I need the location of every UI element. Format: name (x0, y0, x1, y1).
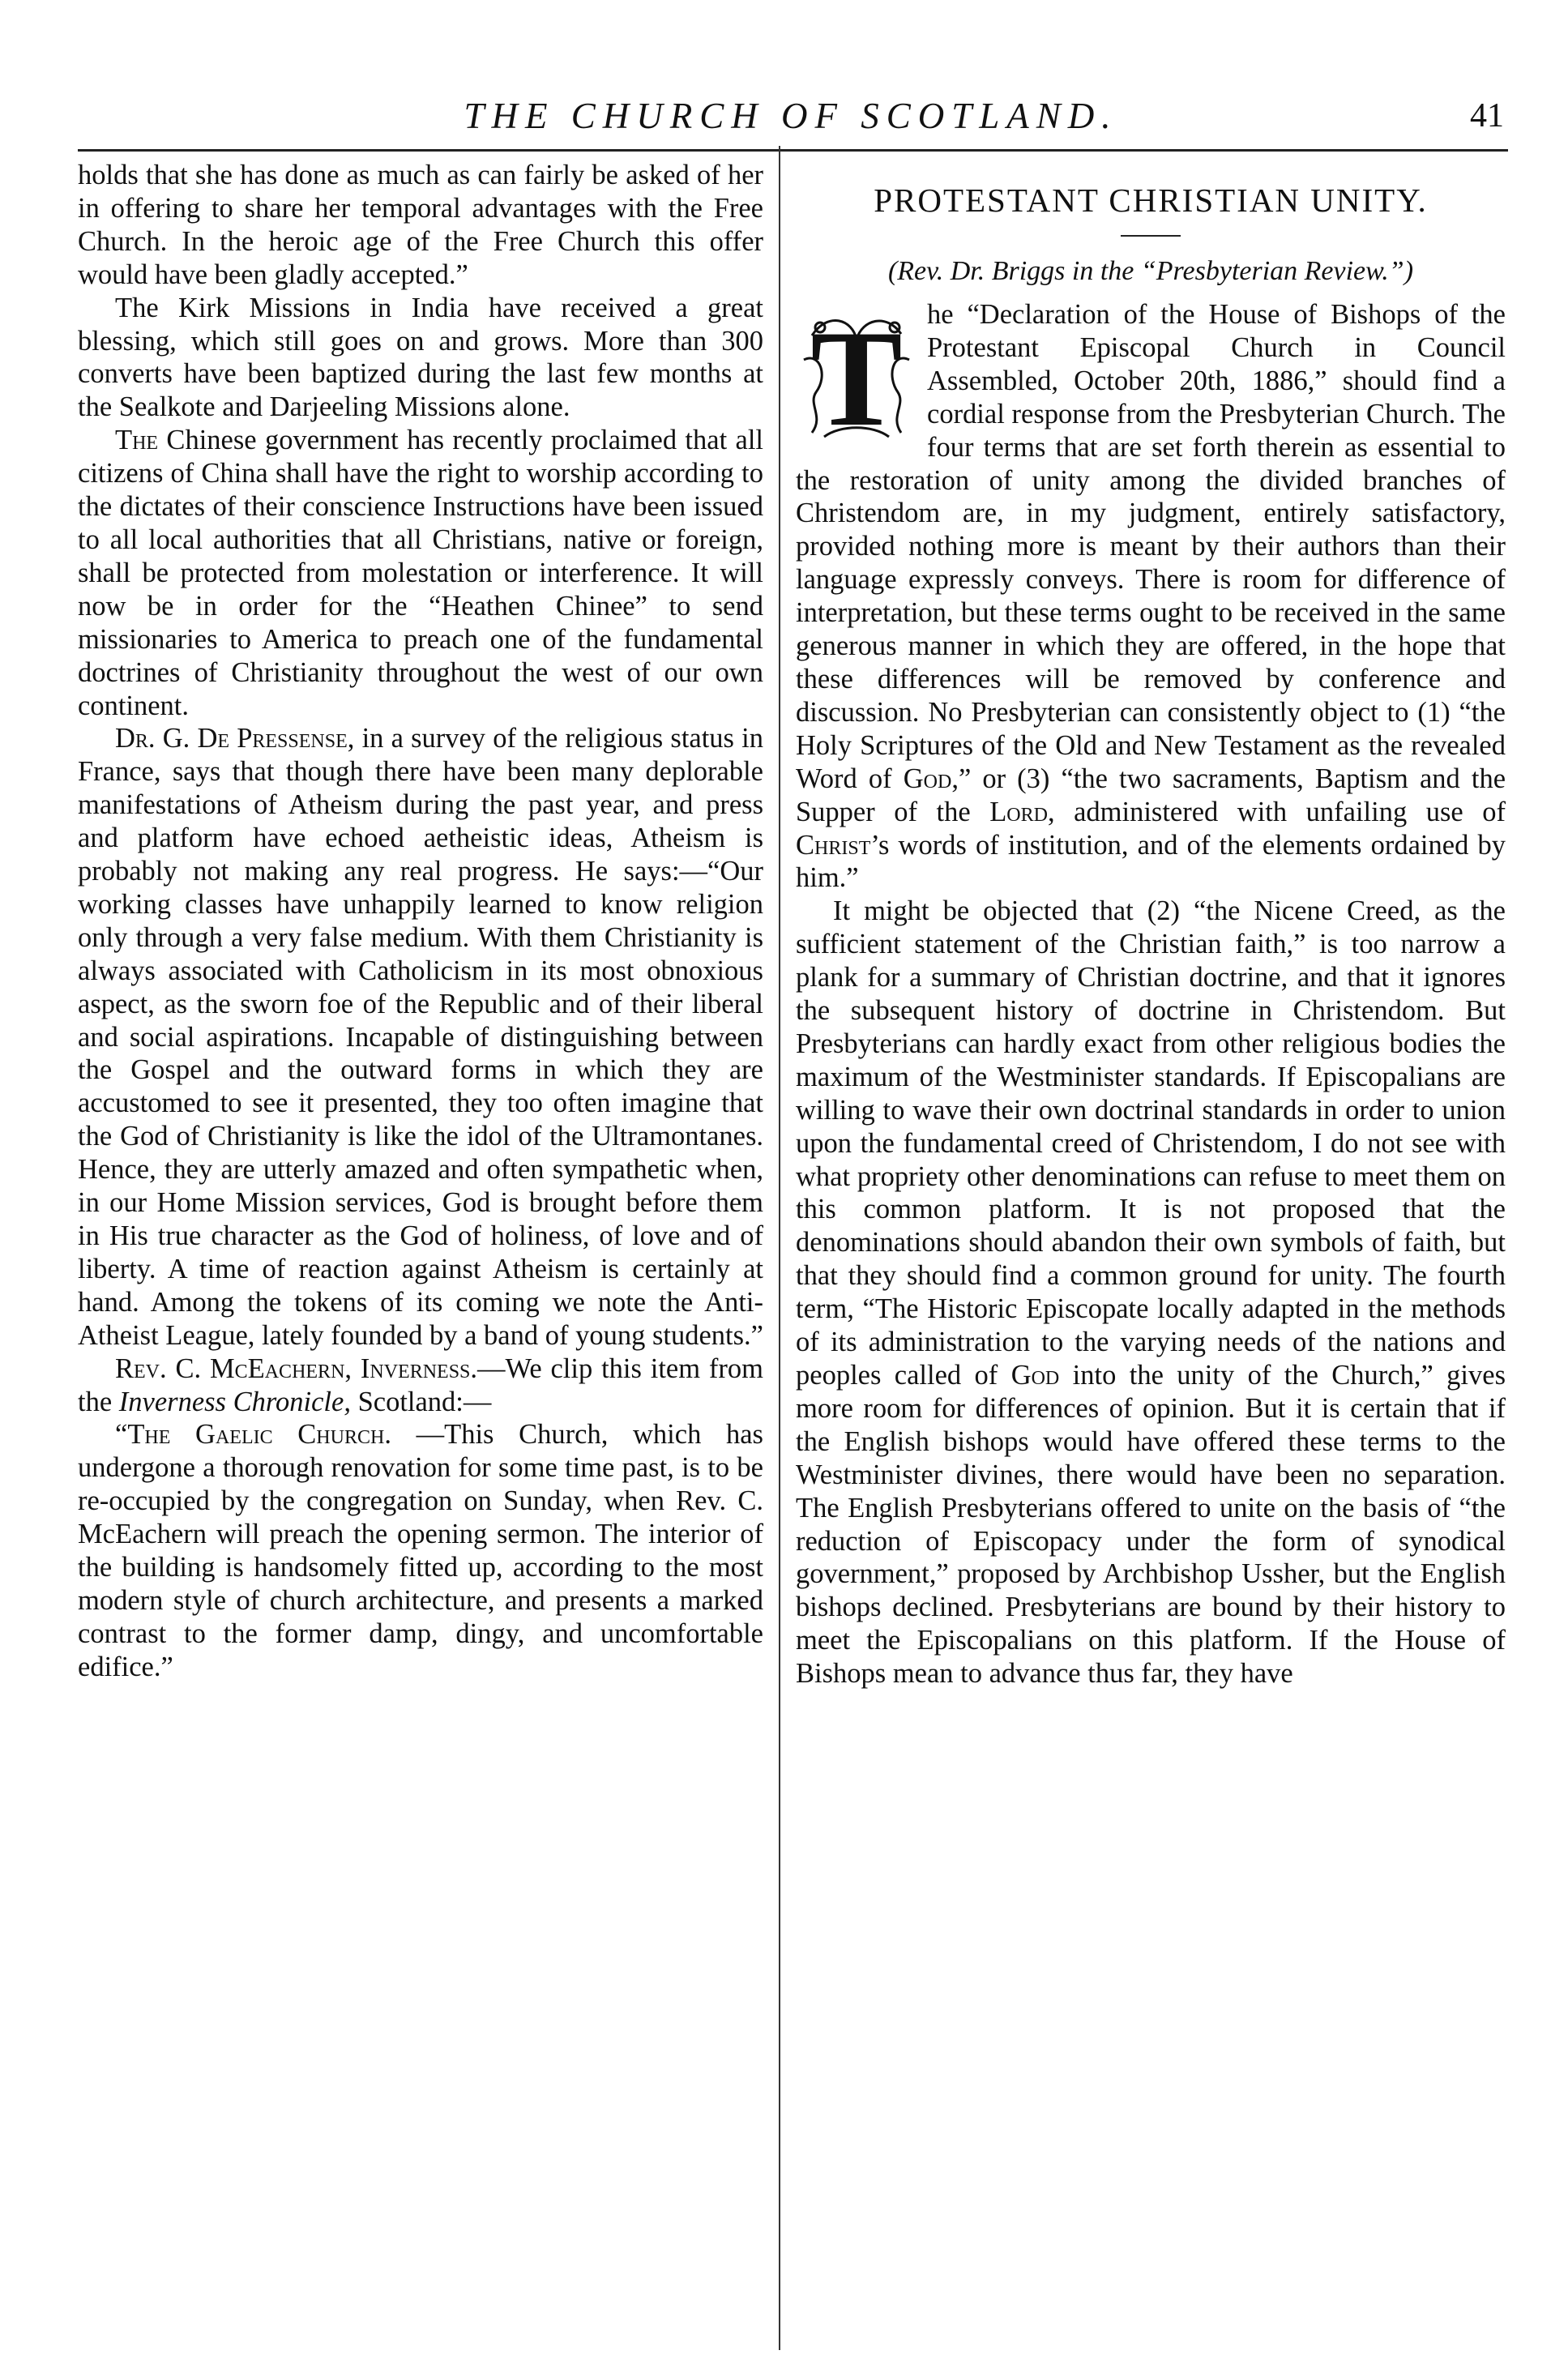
left-column (78, 159, 763, 1684)
paragraph-text: —We clip this item from the (78, 1353, 763, 1417)
paragraph-chinese-government (78, 424, 763, 722)
paragraph-text: It might be objected that (2) “the Nicene Creed, as the sufficient statement of the Christian faith,” is too narrow a plank for a summary of Christian doctrine, and that it ignores the subsequent history of doctrine in Christendom. But Presbyterians can hardly exact from other religious bodies the maximum of the Westminister standards. If Episcopalians are willing to wave their own doctrinal standards in order to union upon the fundamental creed of Christendom, I do not see with what propriety other denominations can refuse to meet them on this common platform. It is not proposed that the denominations should abandon their own symbols of faith, but that they should find a common ground for unity. The fourth term, “The Historic Episcopate locally adapted in the methods of its administration to the varying needs of the nations and peoples called of (796, 895, 1506, 1391)
source-title: Inverness Chronicle, (118, 1386, 351, 1417)
article-attribution: (Rev. Dr. Briggs in the “Presbyterian Review.”) (887, 256, 1414, 286)
paragraph-text: , administered with unfailing use of (1047, 796, 1506, 827)
paragraph-nicene-creed (796, 895, 1506, 1690)
paragraph-de-pressense (78, 722, 763, 1352)
paragraph-text: Chinese government has recently proclaimed that all citizens of China shall have the right to worship according to the dictates of their conscience Instructions have been issued to all local authorities that all Christians, native or foreign, shall be protected from molestation or interference. It will now be in order for the “Heathen Chinee” to send missionaries to America to preach one of the fundamental doctrines of Christianity throughout the west of our own continent. (78, 425, 763, 721)
paragraph-text: he “Declaration of the House of Bishops of the Protestant Episcopal Church in Council Assembled, October 20th, 1886,” should find a cordial response from the Presbyterian Church. The four terms that are set forth therein as essential to the restoration of unity among the divided branches of Christendom are, in my judgment, entirely satisfactory, provided nothing more is meant by their authors than their language expressly conveys. There is room for difference of interpretation, but these terms ought to be received in the same generous manner in which they are offered, in the hope that these differences will be removed by conference and discussion. No Presbyterian can consistently object to (1) “the Holy Scriptures of the Old and New Testament as the revealed Word of (796, 299, 1506, 794)
paragraph-continuation (78, 159, 763, 292)
small-caps-word: Lord (989, 796, 1048, 827)
paragraph-declaration (796, 298, 1506, 895)
running-title: THE CHURCH OF SCOTLAND. (464, 96, 1118, 136)
page-number: 41 (1470, 97, 1504, 135)
small-caps-word: God (1010, 1360, 1060, 1391)
paragraph-text: into the unity of the Church,” gives more room for differences of opinion. But it is certain that if the English bishops would have offered these terms to the Westminister divines, there would have been no separation. The English Presbyterians offered to unite on the basis of “the reduction of Episcopacy under the form of synodical government,” proposed by Archbishop Ussher, but the English bishops declined. Presbyterians are bound by their history to meet the Episcopalians on this platform. If the House of Bishops mean to advance thus far, they have (796, 1360, 1506, 1690)
column-divider (779, 146, 780, 2350)
lead-in: Dr. G. De Pressense, (115, 723, 355, 754)
small-caps-word: Christ (796, 829, 871, 861)
page-header (78, 88, 1504, 144)
dropcap-letter: T (810, 303, 903, 455)
paragraph-text: holds that she has done as much as can fairly be asked of her in offering to share her temporal advantages with the Free Church. In the heroic age of the Free Church this offer would have been gladly accepted.” (78, 160, 763, 290)
paragraph-text: Scotland:— (350, 1386, 492, 1417)
paragraph-text: in a survey of the religious status in France, says that though there have been many deplorable manifestations of Atheism during the past year, and press and platform have echoed aetheistic ideas, Atheism is probably not making any real progress. He says:—“Our working classes have unhappily learned to know religion only through a very false medium. With them Christianity is always associated with Catholicism in its most obnoxious aspect, as the sworn foe of the Republic and of their liberal and social aspirations. Incapable of distinguishing between the Gospel and the outward forms in which they are accustomed to see it presented, they too often imagine that the God of Christianity is like the idol of the Ultramontanes. Hence, they are utterly amazed and often sympathetic when, in our Home Mission services, God is brought before them in His true character as the God of holiness, of love and of liberty. A time of reaction against Atheism is certainly at hand. Among the tokens of its coming we note the Anti-Atheist League, lately founded by a band of young students.” (78, 723, 763, 1351)
lead-in: “The Gaelic Church. (115, 1419, 391, 1451)
paragraph-text: The Kirk Missions in India have received a great blessing, which still goes on and grows. More than 300 converts have been baptized during the last few months at the Sealkote and Darjeeling Missions alone. (78, 292, 763, 423)
title-rule (1121, 235, 1181, 237)
paragraph-text: ,” or (3) “the two sacraments, Baptism and the Supper of the (796, 763, 1506, 827)
right-column (796, 159, 1506, 1690)
paragraph-kirk-missions (78, 292, 763, 425)
article-title: PROTESTANT CHRISTIAN UNITY. (874, 182, 1428, 219)
paragraph-mceachern (78, 1353, 763, 1419)
dropcap-ornament-icon (796, 303, 917, 457)
lead-in: Rev. C. McEachern, Inverness. (115, 1353, 478, 1384)
header-rule (78, 149, 1508, 152)
ornamental-dropcap-t (796, 303, 917, 457)
lead-in: The (115, 425, 159, 456)
paragraph-text: ’s words of institution, and of the elements ordained by him.” (796, 829, 1506, 894)
paragraph-text: —This Church, which has undergone a thorough renovation for some time past, is to be re-occupied by the congregation on Sunday, when Rev. C. McEachern will preach the opening sermon. The interior of the building is handsomely fitted up, according to the most modern style of church architecture, and presents a marked contrast to the former damp, dingy, and uncomfortable edifice.” (78, 1419, 763, 1682)
small-caps-word: God (903, 763, 952, 794)
paragraph-gaelic-church (78, 1418, 763, 1683)
